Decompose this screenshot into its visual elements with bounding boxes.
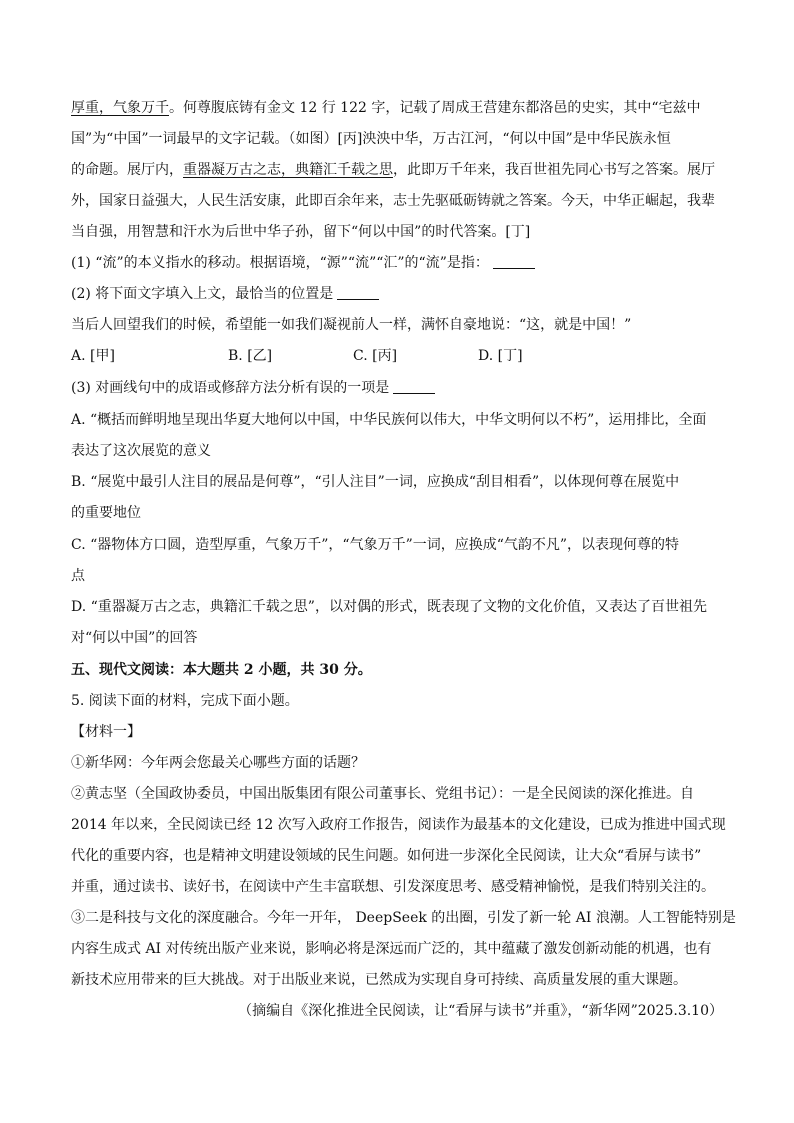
question-1: (1) “流”的本义指水的移动。根据语境，“源”“流”“汇”的“流”是指： xyxy=(71,253,535,273)
material-para-2-line4: 并重，通过读书、读好书，在阅读中产生丰富联想、引发深度思考、感受精神愉悦，是我们特别关注的。 xyxy=(71,879,715,895)
option-b[interactable]: B. [乙] xyxy=(228,348,273,364)
option-c[interactable]: C. [丙] xyxy=(353,348,398,364)
q3-option-a-line2: 表达了这次展览的意义 xyxy=(71,443,211,459)
passage-line-4: 外，国家日益强大，人民生活安康，此即百余年来，志士先驱砥砺铸就之答案。今天，中华正崛起，我辈 xyxy=(71,193,715,209)
answer-blank[interactable] xyxy=(337,285,379,300)
q3-option-c-line2: 点 xyxy=(71,568,85,584)
answer-blank[interactable] xyxy=(393,379,435,394)
question-5: 5. 阅读下面的材料，完成下面小题。 xyxy=(71,693,299,709)
material-para-3-line1: ③二是科技与文化的深度融合。今年一开年， DeepSeek 的出圈，引发了新一轮 AI 浪潮。人工智能特别是 xyxy=(71,910,736,926)
source-citation: （摘编自《深化推进全民阅读，让“看屏与读书”并重》，“新华网”2025.3.10） xyxy=(238,1003,723,1019)
option-d[interactable]: D. [丁] xyxy=(478,348,523,364)
underlined-sentence: 重器凝万古之志，典籍汇千载之思 xyxy=(183,162,393,178)
question-2: (2) 将下面文字填入上文，最恰当的位置是 xyxy=(71,284,379,304)
material-para-1: ①新华网：今年两会您最关心哪些方面的话题？ xyxy=(71,755,365,771)
passage-line-1: 厚重，气象万千。何尊腹底铸有金文 12 行 122 字，记载了周成王营建东都洛邑的史实，其中“宅兹中 xyxy=(71,100,701,116)
question-2-text: 当后人回望我们的时候，希望能一如我们凝视前人一样，满怀自豪地说：“这，就是中国！” xyxy=(71,317,632,333)
passage-line-2: 国”为“中国”一词最早的文字记载。（如图）[丙]泱泱中华，万古江河，“何以中国”是中华民族永恒 xyxy=(71,131,671,147)
answer-blank[interactable] xyxy=(493,254,535,269)
passage-line-3: 的命题。展厅内，重器凝万古之志，典籍汇千载之思，此即万千年来，我百世祖先同心书写之答案。展厅 xyxy=(71,162,715,178)
q3-option-c-line1: C. “器物体方口圆，造型厚重，气象万千”，“气象万千”一词，应换成“气韵不凡”，以表现何尊的特 xyxy=(71,537,680,553)
q3-option-d-line1: D. “重器凝万古之志，典籍汇千载之思”，以对偶的形式，既表现了文物的文化价值，又表达了百世祖先 xyxy=(71,599,707,615)
q3-option-d-line2: 对“何以中国”的回答 xyxy=(71,630,198,646)
section-heading: 五、现代文阅读：本大题共 2 小题，共 30 分。 xyxy=(71,662,372,678)
material-para-2-line2: 2014 年以来，全民阅读已经 12 次写入政府工作报告，阅读作为最基本的文化建设，已成为推进中国式现 xyxy=(71,817,726,833)
q3-option-b-line1: B. “展览中最引人注目的展品是何尊”，“引人注目”一词，应换成“刮目相看”，以体现何尊在展览中 xyxy=(71,474,680,490)
material-para-2-line3: 代化的重要内容，也是精神文明建设领域的民生问题。如何进一步深化全民阅读，让大众“看屏与读书” xyxy=(71,848,702,864)
q3-option-b-line2: 的重要地位 xyxy=(71,505,141,521)
material-para-3-line3: 新技术应用带来的巨大挑战。对于出版业来说，已然成为实现自身可持续、高质量发展的重大课题。 xyxy=(71,972,687,988)
q3-option-a-line1: A. “概括而鲜明地呈现出华夏大地何以中国，中华民族何以伟大，中华文明何以不朽”，运用排比，全面 xyxy=(71,412,707,428)
passage-line-5: 当自强，用智慧和汗水为后世中华子孙，留下“何以中国”的时代答案。[丁] xyxy=(71,224,531,240)
material-para-3-line2: 内容生成式 AI 对传统出版产业来说，影响必将是深远而广泛的，其中蕴藏了激发创新动能的机遇，也有 xyxy=(71,941,712,957)
material-para-2-line1: ②黄志坚（全国政协委员，中国出版集团有限公司董事长、党组书记）：一是全民阅读的深化推进。自 xyxy=(71,786,694,802)
material-heading: 【材料一】 xyxy=(71,724,141,740)
question-3: (3) 对画线句中的成语或修辞方法分析有误的一项是 xyxy=(71,378,435,398)
option-a[interactable]: A. [甲] xyxy=(71,348,115,364)
underlined-phrase: 厚重，气象万千 xyxy=(71,100,169,116)
